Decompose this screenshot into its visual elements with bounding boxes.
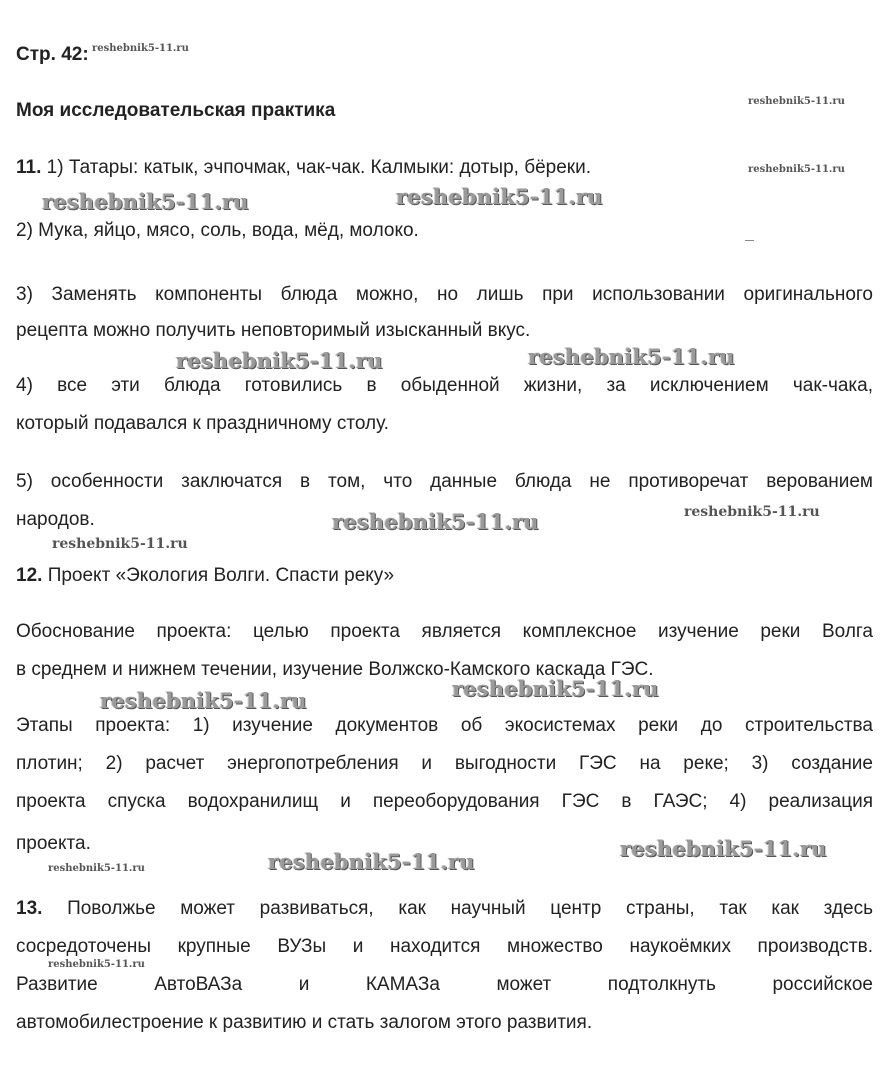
watermark: reshebnik5-11.ru [620,836,827,861]
task11-item5-line2: народов. [16,509,95,530]
task11-item1-text: 1) Татары: катык, эчпочмак, чак-чак. Калмыки: дотыр, бёреки. [46,157,591,178]
task11-item5-line1: 5) особенности заключатся в том, что данные блюда не противоречат верованием [16,471,873,492]
watermark: reshebnik5-11.ru [332,509,539,534]
task12-rationale-line1: Обоснование проекта: целью проекта является комплексное изучение реки Волга [16,621,873,642]
task11-number: 11. [16,157,42,178]
task11-item3-line1: 3) Заменять компоненты блюда можно, но лишь при использовании оригинального [16,284,873,305]
watermark: reshebnik5-11.ru [452,676,659,701]
watermark: reshebnik5-11.ru [268,849,475,874]
task13-line2: сосредоточены крупные ВУЗы и находится множество наукоёмких производств. [16,936,873,957]
watermark: reshebnik5-11.ru [748,96,845,107]
watermark: reshebnik5-11.ru [748,164,845,175]
stray-mark [745,240,754,241]
section-heading: Моя исследовательская практика [16,100,336,121]
task13-number: 13. [16,898,43,919]
task12-rationale-line2: в среднем и нижнем течении, изучение Волжско-Камского каскада ГЭС. [16,659,654,680]
task11-item3-line2: рецепта можно получить неповторимый изысканный вкус. [16,320,531,341]
watermark: reshebnik5-11.ru [396,184,603,209]
task13-line4: автомобилестроение к развитию и стать залогом этого развития. [16,1012,593,1033]
task12-title [16,566,394,585]
task12-stages-line3: проекта спуска водохранилищ и переоборудования ГЭС в ГАЭС; 4) реализация [16,791,873,812]
page-label: Стр. 42: [16,44,89,65]
watermark: reshebnik5-11.ru [92,43,189,54]
task11-item4-line2: который подавался к праздничному столу. [16,413,389,434]
task11-item4-line1: 4) все эти блюда готовились в обыденной жизни, за исключением чак-чака, [16,375,873,396]
task13-line3: Развитие АвтоВАЗа и КАМАЗа может подтолкнуть российское [16,974,873,995]
watermark: reshebnik5-11.ru [684,504,820,520]
watermark: reshebnik5-11.ru [48,863,145,874]
task12-title-text: Проект «Экология Волги. Спасти реку» [47,565,395,586]
task11-item2: 2) Мука, яйцо, мясо, соль, вода, мёд, молоко. [16,220,419,241]
task12-stages-line1: Этапы проекта: 1) изучение документов об экосистемах реки до строительства [16,715,873,736]
watermark: reshebnik5-11.ru [42,189,249,214]
watermark: reshebnik5-11.ru [528,344,735,369]
watermark: reshebnik5-11.ru [52,536,188,552]
task11-item1 [16,158,591,177]
watermark: reshebnik5-11.ru [100,688,307,713]
watermark: reshebnik5-11.ru [176,348,383,373]
task12-stages-line4: проекта. [16,833,91,854]
task13-line1 [16,899,873,918]
task12-stages-line2: плотин; 2) расчет энергопотребления и выгодности ГЭС на реке; 3) создание [16,753,873,774]
task13-line1-text: Поволжье может развиваться, как научный центр страны, так как здесь [67,898,873,919]
watermark: reshebnik5-11.ru [48,959,145,970]
task12-number: 12. [16,565,43,586]
